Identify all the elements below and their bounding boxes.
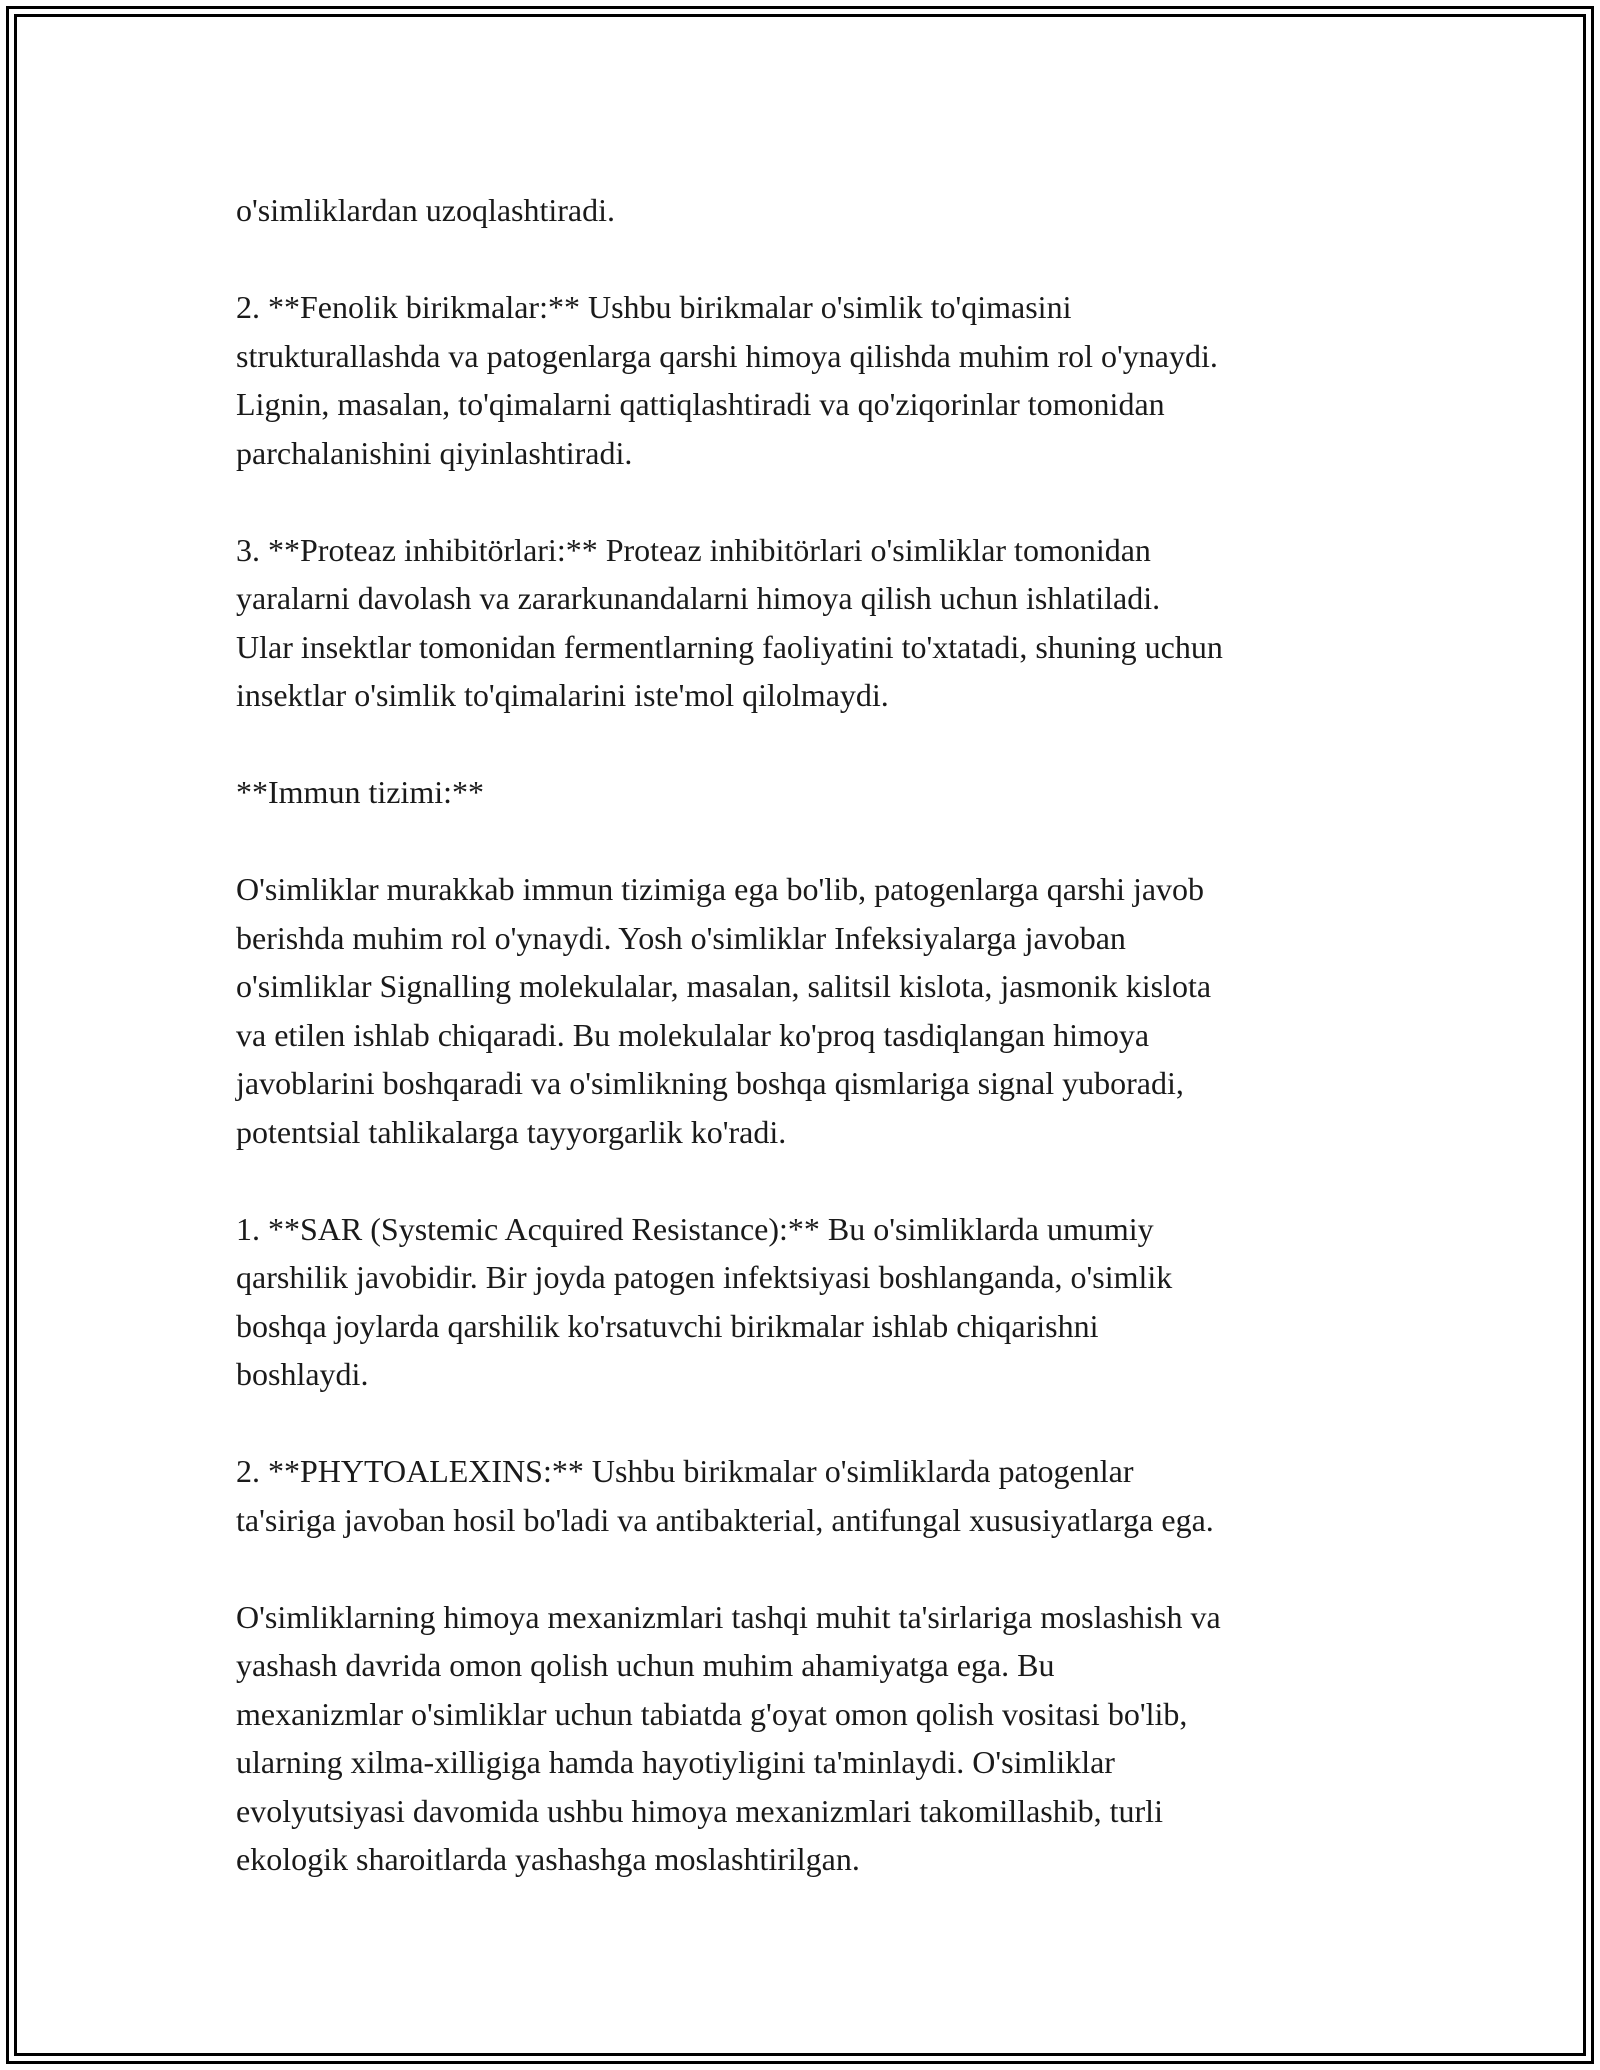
text-line: qarshilik javobidir. Bir joyda patogen infektsiyasi boshlanganda, o'simlik <box>236 1259 1173 1295</box>
blank-line <box>236 817 1376 866</box>
text-line: boshlaydi. <box>236 1356 369 1392</box>
text-line: Lignin, masalan, to'qimalarni qattiqlashtiradi va qo'ziqorinlar tomonidan <box>236 386 1165 422</box>
blank-line <box>236 720 1376 769</box>
text-line: boshqa joylarda qarshilik ko'rsatuvchi birikmalar ishlab chiqarishni <box>236 1307 1099 1344</box>
text-line: parchalanishini qiyinlashtiradi. <box>236 434 633 471</box>
text-line: ularning xilma-xilligiga hamda hayotiyligini ta'minlaydi. O'simliklar <box>236 1744 1115 1780</box>
text-line: berishda muhim rol o'ynaydi. Yosh o'simliklar Infeksiyalarga javoban <box>236 919 1126 956</box>
text-line: 2. **PHYTOALEXINS:** Ushbu birikmalar o'simliklarda patogenlar <box>236 1453 1134 1489</box>
blank-line <box>236 235 1376 284</box>
document-body <box>236 186 1376 1884</box>
text-line: javoblarini boshqaradi va o'simlikning boshqa qismlariga signal yuboradi, <box>236 1065 1184 1101</box>
text-line: va etilen ishlab chiqaradi. Bu molekulalar ko'proq tasdiqlangan himoya <box>236 1016 1150 1053</box>
text-line: potentsial tahlikalarga tayyorgarlik ko'radi. <box>236 1113 787 1150</box>
text-line: mexanizmlar o'simliklar uchun tabiatda g'oyat omon qolish vositasi bo'lib, <box>236 1695 1188 1732</box>
text-line: o'simliklar Signalling molekulalar, masalan, salitsil kislota, jasmonik kislota <box>236 968 1212 1004</box>
text-line: O'simliklar murakkab immun tizimiga ega bo'lib, patogenlarga qarshi javob <box>236 871 1205 907</box>
text-line: strukturallashda va patogenlarga qarshi himoya qilishda muhim rol o'ynaydi. <box>236 337 1218 374</box>
blank-line <box>236 477 1376 526</box>
text-line: insektlar o'simlik to'qimalarini iste'mol qilolmaydi. <box>236 677 889 713</box>
text-line: 2. **Fenolik birikmalar:** Ushbu birikmalar o'simlik to'qimasini <box>236 289 1072 325</box>
text-line: O'simliklarning himoya mexanizmlari tashqi muhit ta'sirlariga moslashish va <box>236 1598 1221 1635</box>
blank-line <box>236 1544 1376 1593</box>
text-line: 3. **Proteaz inhibitörlari:** Proteaz inhibitörlari o'simliklar tomonidan <box>236 531 1151 568</box>
text-line: 1. **SAR (Systemic Acquired Resistance):** Bu o'simliklarda umumiy <box>236 1210 1154 1247</box>
text-line: evolyutsiyasi davomida ushbu himoya mexanizmlari takomillashib, turli <box>236 1792 1163 1829</box>
text-line: o'simliklardan uzoqlashtiradi. <box>236 192 616 228</box>
text-line: yaralarni davolash va zararkunandalarni himoya qilish uchun ishlatiladi. <box>236 580 1161 616</box>
text-line: Ular insektlar tomonidan fermentlarning faoliyatini to'xtatadi, shuning uchun <box>236 628 1223 665</box>
text-line: yashash davrida omon qolish uchun muhim ahamiyatga ega. Bu <box>236 1647 1055 1683</box>
text-line: ekologik sharoitlarda yashashga moslashtirilgan. <box>236 1841 860 1877</box>
text-line: ta'siriga javoban hosil bo'ladi va antibakterial, antifungal xususiyatlarga ega. <box>236 1501 1214 1538</box>
section-heading: **Immun tizimi:** <box>236 774 484 810</box>
blank-line <box>236 1399 1376 1448</box>
blank-line <box>236 1156 1376 1205</box>
